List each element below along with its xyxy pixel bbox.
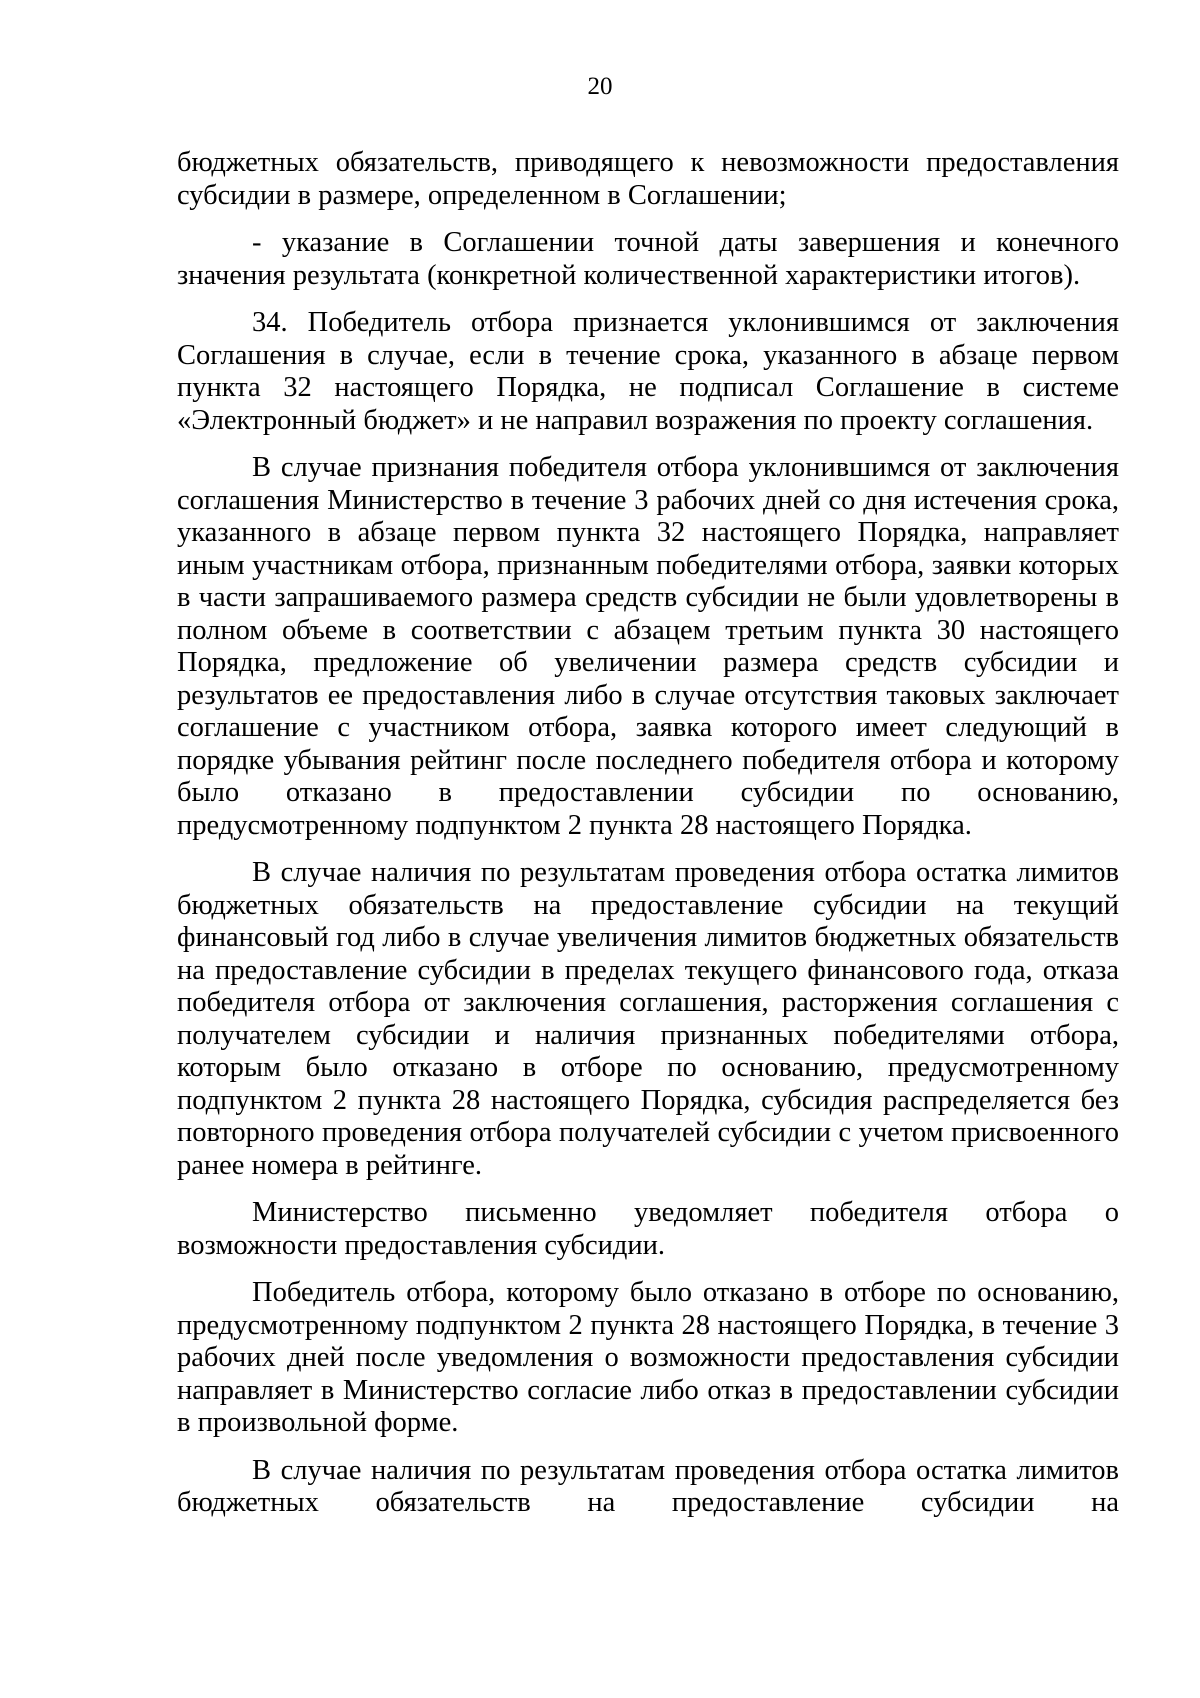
paragraph-item-34: 34. Победитель отбора признается уклонившимся от заключения Соглашения в случае, если в течение срока, указанного в абзаце первом пункта 32 настоящего Порядка, не подписал Соглашение в системе «Электронный бюджет» и не направил возражения по проекту соглашения. xyxy=(177,307,1119,436)
paragraph-remaining-limits-continued: В случае наличия по результатам проведения отбора остатка лимитов бюджетных обязательств на предоставление субсидии на xyxy=(177,1454,1119,1518)
page-number: 20 xyxy=(587,73,613,100)
paragraph-continuation: бюджетных обязательств, приводящего к невозможности предоставления субсидии в размере, определенном в Соглашении; xyxy=(177,147,1119,211)
paragraph-winner-consent: Победитель отбора, которому было отказано в отборе по основанию, предусмотренному подпунктом 2 пункта 28 настоящего Порядка, в течение 3 рабочих дней после уведомления о возможности предоставления субсидии направляет в Министерство согласие либо отказ в предоставлении субсидии в произвольной форме. xyxy=(177,1277,1119,1438)
paragraph-evasion-case: В случае признания победителя отбора уклонившимся от заключения соглашения Министерство в течение 3 рабочих дней со дня истечения срока, указанного в абзаце первом пункта 32 настоящего Порядка, направляет иным участникам отбора, признанным победителями отбора, заявки которых в части запрашиваемого размера средств субсидии не были удовлетворены в полном объеме в соответствии с абзацем третьим пункта 30 настоящего Порядка, предложение об увеличении размера средств субсидии и результатов ее предоставления либо в случае отсутствия таковых заключает соглашение с участником отбора, заявка которого имеет следующий в порядке убывания рейтинг после последнего победителя отбора и которому было отказано в предоставлении субсидии по основанию, предусмотренному подпунктом 2 пункта 28 настоящего Порядка. xyxy=(177,452,1119,841)
paragraph-remaining-limits: В случае наличия по результатам проведения отбора остатка лимитов бюджетных обязательств на предоставление субсидии на текущий финансовый год либо в случае увеличения лимитов бюджетных обязательств на предоставление субсидии в пределах текущего финансового года, отказа победителя отбора от заключения соглашения, расторжения соглашения с получателем субсидии и наличия признанных победителями отбора, которым было отказано в отборе по основанию, предусмотренному подпунктом 2 пункта 28 настоящего Порядка, субсидия распределяется без повторного проведения отбора получателей субсидии с учетом присвоенного ранее номера в рейтинге. xyxy=(177,857,1119,1181)
document-body xyxy=(177,147,1119,1520)
paragraph-ministry-notifies: Министерство письменно уведомляет победителя отбора о возможности предоставления субсидии. xyxy=(177,1197,1119,1261)
paragraph-date-completion: - указание в Соглашении точной даты завершения и конечного значения результата (конкретной количественной характеристики итогов). xyxy=(177,227,1119,291)
